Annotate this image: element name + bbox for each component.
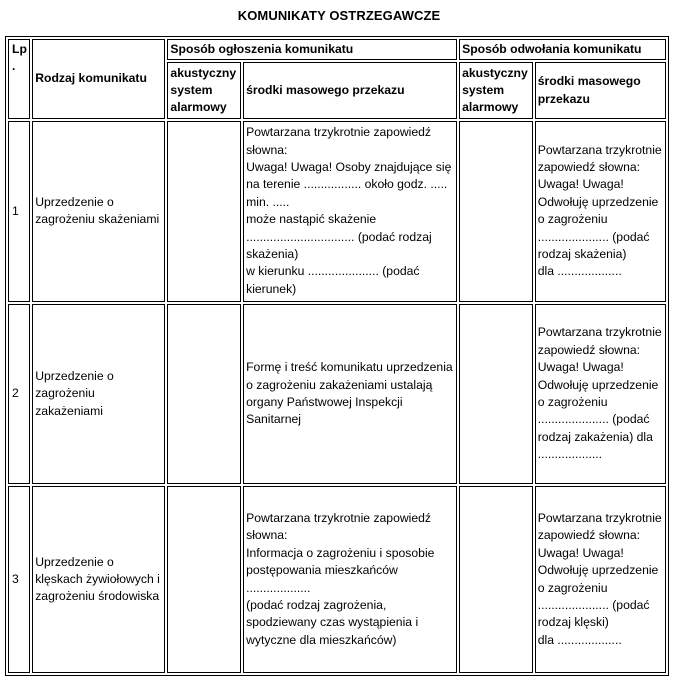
table-row — [8, 121, 666, 302]
acoustic-cancel-cell — [459, 486, 533, 673]
header-announcement-method: Sposób ogłoszenia komunikatu — [167, 39, 457, 60]
row-number: 3 — [8, 486, 30, 673]
table-row — [8, 304, 666, 485]
header-acoustic-system-cancel: akustyczny system alarmowy — [459, 62, 533, 118]
page-title: KOMUNIKATY OSTRZEGAWCZE — [237, 8, 441, 23]
header-mass-media-cancel: środki masowego przekazu — [535, 62, 666, 118]
header-acoustic-system-announce: akustyczny system alarmowy — [167, 62, 241, 118]
row-number: 2 — [8, 304, 30, 485]
acoustic-announce-cell — [167, 304, 241, 485]
acoustic-cancel-cell — [459, 121, 533, 302]
message-type-cell: Uprzedzenie o klęskach żywiołowych i zagrożeniu środowiska — [32, 486, 165, 673]
table-row — [8, 486, 666, 673]
header-mass-media-announce: środki masowego przekazu — [243, 62, 457, 118]
media-cancel-cell: Powtarzana trzykrotnie zapowiedź słowna: Uwaga! Uwaga! Odwołuję uprzedzenie o zagrożeniu ..................... (podać rodzaj klęski) dla ................... — [535, 486, 666, 673]
acoustic-cancel-cell — [459, 304, 533, 485]
header-cancellation-method: Sposób odwołania komunikatu — [459, 39, 666, 60]
header-message-type: Rodzaj komunikatu — [32, 39, 165, 119]
media-announce-cell: Powtarzana trzykrotnie zapowiedź słowna: Uwaga! Uwaga! Osoby znajdujące się na terenie ................. około godz. ..... min. ..... może nastąpić skażenie ................................ (podać rodzaj skażenia) w kierunku ..................... (podać kierunek) — [243, 121, 457, 302]
media-announce-cell: Powtarzana trzykrotnie zapowiedź słowna: Informacja o zagrożeniu i sposobie postępowania mieszkańców ................... (podać rodzaj zagrożenia, spodziewany czas wystąpienia i wytyczne dla mieszkańców) — [243, 486, 457, 673]
message-type-cell: Uprzedzenie o zagrożeniu zakażeniami — [32, 304, 165, 485]
row-number: 1 — [8, 121, 30, 302]
acoustic-announce-cell — [167, 486, 241, 673]
media-cancel-cell: Powtarzana trzykrotnie zapowiedź słowna: Uwaga! Uwaga! Odwołuję uprzedzenie o zagrożeniu ..................... (podać rodzaj skażenia) dla ................... — [535, 121, 666, 302]
message-type-cell: Uprzedzenie o zagrożeniu skażeniami — [32, 121, 165, 302]
warning-messages-table — [5, 36, 669, 676]
media-cancel-cell: Powtarzana trzykrotnie zapowiedź słowna: Uwaga! Uwaga! Odwołuję uprzedzenie o zagrożeniu ..................... (podać rodzaj zakażenia) dla ................... — [535, 304, 666, 485]
media-announce-cell: Formę i treść komunikatu uprzedzenia o zagrożeniu zakażeniami ustalają organy Państwowej Inspekcji Sanitarnej — [243, 304, 457, 485]
acoustic-announce-cell — [167, 121, 241, 302]
header-lp: Lp . — [8, 39, 30, 119]
